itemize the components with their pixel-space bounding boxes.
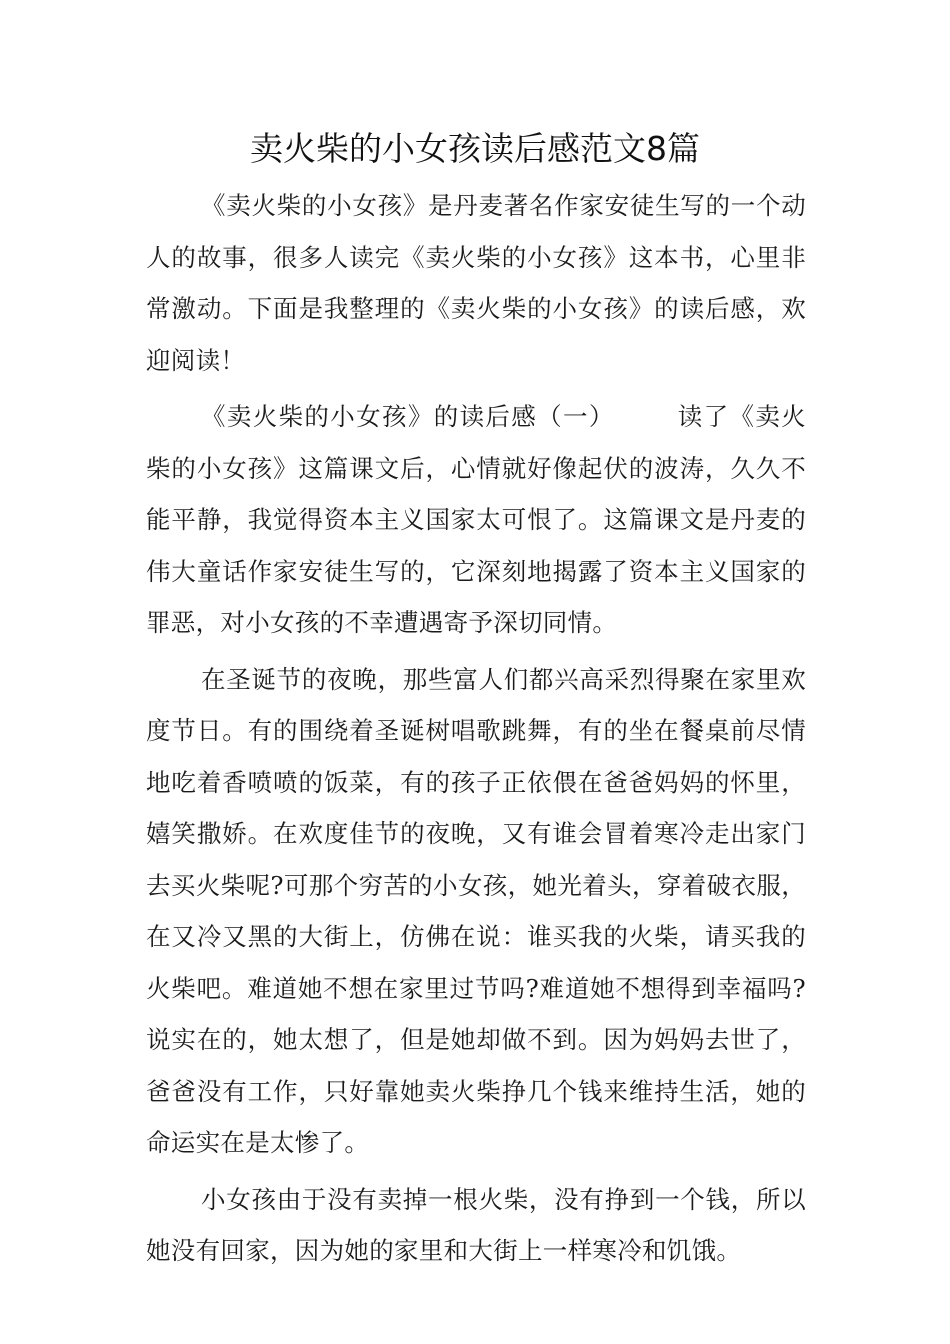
section-1-paragraph-1: 读了《卖火柴的小女孩》这篇课文后，心情就好像起伏的波涛，久久不能平静，我觉得资本主义国家太可恨了。这篇课文是丹麦的伟大童话作家安徒生写的，它深刻地揭露了资本主义国家的罪恶，对小女孩的不幸遭遇寄予深切同情。	[146, 402, 806, 637]
intro-paragraph: 《卖火柴的小女孩》是丹麦著名作家安徒生写的一个动人的故事，很多人读完《卖火柴的小女孩》这本书，心里非常激动。下面是我整理的《卖火柴的小女孩》的读后感，欢迎阅读！	[146, 191, 806, 375]
section-1-paragraph-3: 小女孩由于没有卖掉一根火柴，没有挣到一个钱，所以她没有回家，因为她的家里和大街上一样寒冷和饥饿。	[146, 1184, 806, 1265]
section-1-paragraph-2: 在圣诞节的夜晚，那些富人们都兴高采烈得聚在家里欢度节日。有的围绕着圣诞树唱歌跳舞，有的坐在餐桌前尽情地吃着香喷喷的饭菜，有的孩子正依偎在爸爸妈妈的怀里，嬉笑撒娇。在欢度佳节的夜晚，又有谁会冒着寒冷走出家门去买火柴呢?可那个穷苦的小女孩，她光着头，穿着破衣服，在又冷又黑的大街上，仿佛在说：谁买我的火柴，请买我的火柴吧。难道她不想在家里过节吗?难道她不想得到幸福吗?说实在的，她太想了，但是她却做不到。因为妈妈去世了，爸爸没有工作，只好靠她卖火柴挣几个钱来维持生活，她的命运实在是太惨了。	[146, 664, 806, 1157]
section-1-first-paragraph	[146, 391, 806, 649]
document-title: 卖火柴的小女孩读后感范文8篇	[250, 129, 700, 168]
document-body	[146, 180, 806, 1277]
section-1-heading: 《卖火柴的小女孩》的读后感（一）	[201, 402, 615, 431]
